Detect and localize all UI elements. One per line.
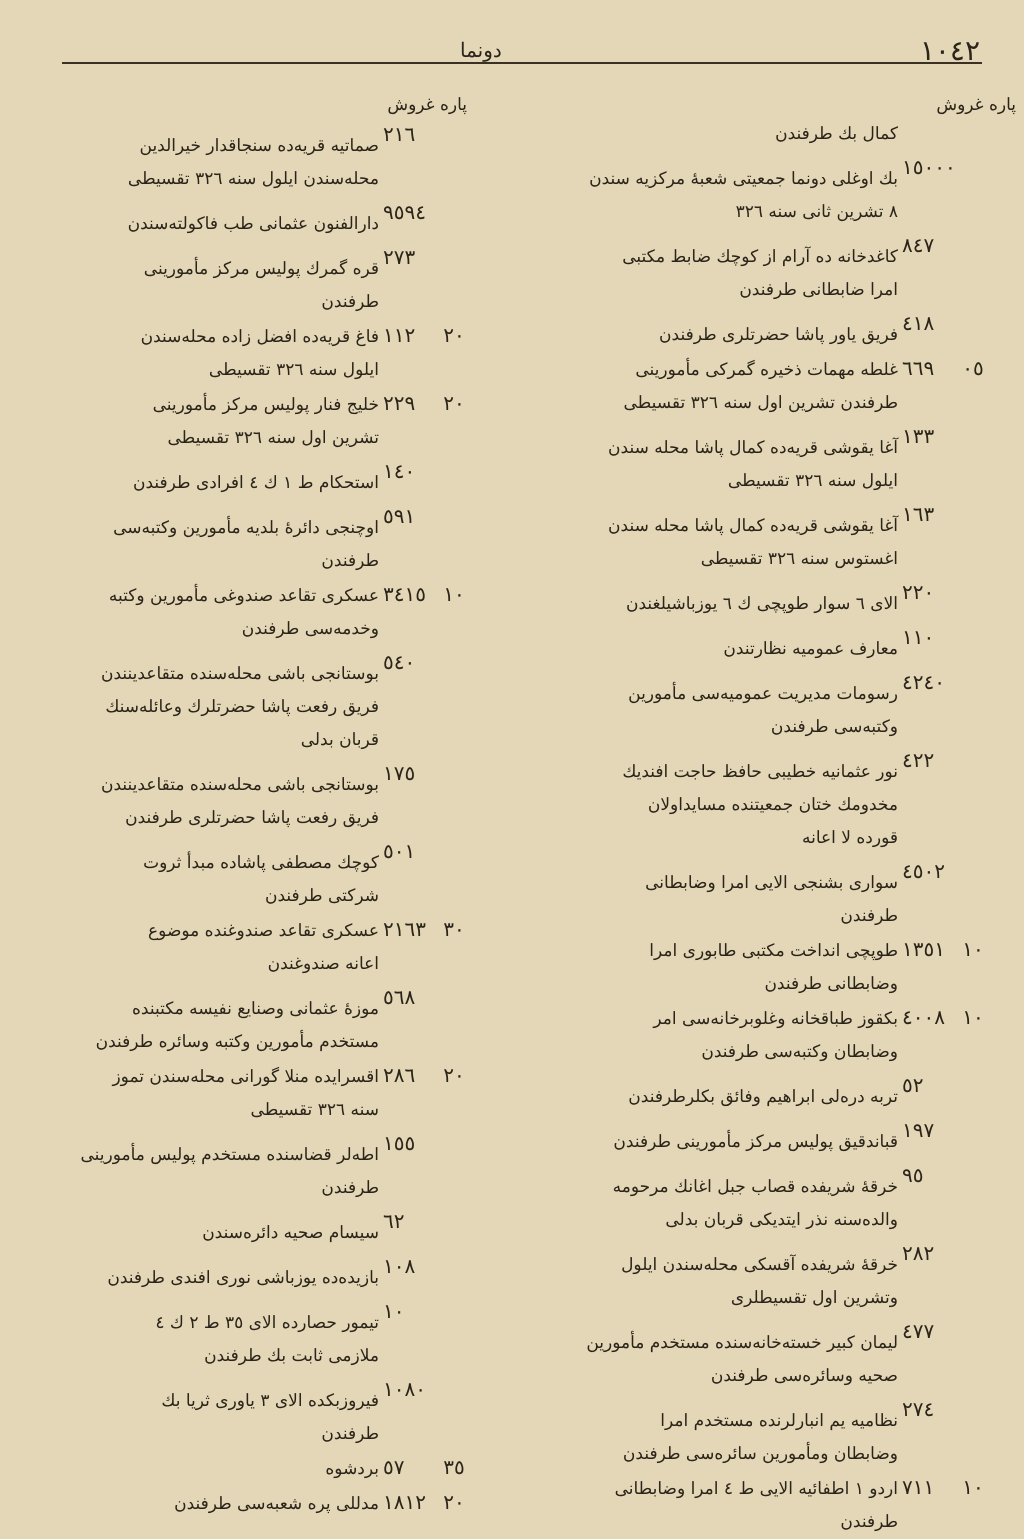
description-line: وكتبه‌سی طرفندن (770, 717, 898, 737)
entry-description (506, 241, 898, 307)
entry-amount (898, 855, 1016, 888)
amount-para (435, 1250, 473, 1283)
entry-amount (379, 319, 479, 352)
entry-amount (379, 241, 479, 274)
description-line: استحكام ط ١ ك ٤ افرادی طرفندن (132, 473, 379, 493)
entry-amount (379, 578, 479, 611)
amount-para (954, 744, 992, 777)
description-line: تربه دره‌لی ابراهيم وفائق بكلرطرفندن (628, 1087, 898, 1107)
entry-amount (379, 196, 479, 229)
amount-grush: ٢٢٠ (902, 580, 935, 604)
description-line: بوستانجی باشی محله‌سنده متقاعدينندن (101, 664, 379, 684)
amount-grush: ٢١٦ (383, 122, 416, 146)
amount-para (435, 500, 473, 533)
amount-para (954, 1237, 992, 1270)
amount-grush: ٤٠٠٨ (902, 1005, 945, 1029)
amount-grush: ١٤٠ (383, 459, 416, 483)
description-line: سيسام صحيه دائره‌سندن (202, 1223, 379, 1243)
ledger-entry (9, 757, 479, 835)
entry-description (506, 432, 898, 498)
entry-amount (898, 666, 1016, 699)
amount-para: ١٠ (962, 937, 984, 961)
amount-para: ٣٠ (443, 917, 465, 941)
entry-description (9, 1139, 379, 1205)
ledger-entry (506, 1315, 1016, 1393)
entry-description (9, 321, 379, 387)
amount-grush: ١٣٥١ (902, 937, 945, 961)
description-line: بازيده‌ده يوزباشی نوری افندی طرفندن (107, 1268, 379, 1288)
description-line: اردو ١ اطفائيه الايی ط ٤ امرا وضابطانی (614, 1479, 898, 1499)
amount-para: ٢٠ (443, 1490, 465, 1514)
description-line: وضابطان ومأمورين سائره‌سی طرفندن (622, 1444, 898, 1464)
ledger-entry (9, 500, 479, 578)
description-line: طرفندن تشرين اول سنه ٣٢٦ تقسيطی (623, 393, 898, 413)
ledger-entry (9, 646, 479, 757)
entry-amount (898, 1069, 1016, 1102)
ledger-entry (506, 307, 1016, 352)
amount-para: ٢٠ (443, 1063, 465, 1087)
ledger-entry (9, 578, 479, 646)
description-line: كوچك مصطفی پاشاده مبدأ ثروت (143, 853, 379, 873)
description-line: اغستوس سنه ٣٢٦ تقسيطی (700, 549, 898, 569)
ledger-entry (506, 666, 1016, 744)
amount-grush: ١٥٥ (383, 1131, 416, 1155)
entry-amount (379, 835, 479, 868)
ledger-entry (506, 576, 1016, 621)
amount-para (435, 835, 473, 868)
amount-para: ١٠ (962, 1005, 984, 1029)
description-line: آغا يقوشی قريه‌ده كمال پاشا محله سندن (608, 438, 898, 458)
description-line: طرفندن (321, 1178, 379, 1198)
amount-para: ٢٠ (443, 323, 465, 347)
entry-amount (898, 1237, 1016, 1270)
entry-amount (898, 1001, 1016, 1034)
entry-amount (898, 1471, 1016, 1504)
entry-description (9, 389, 379, 455)
description-line: طرفندن (321, 292, 379, 312)
ledger-entry (9, 196, 479, 241)
entry-description (506, 354, 898, 420)
entry-description (506, 1473, 898, 1539)
description-line: وتشرين اول تقسيطلری (730, 1288, 898, 1308)
description-line: صحيه وسائره‌سی طرفندن (710, 1366, 898, 1386)
description-line: طرفندن (321, 551, 379, 571)
description-line: دارالفنون عثمانی طب فاكولته‌سندن (127, 214, 379, 234)
entry-description (9, 1217, 379, 1250)
entry-amount (379, 1373, 479, 1406)
entry-description (506, 1249, 898, 1315)
amount-grush: ٩٥ (902, 1163, 924, 1187)
entry-description (9, 847, 379, 913)
amount-grush: ١٠٨ (383, 1254, 416, 1278)
amount-grush: ٥٦٨ (383, 985, 416, 1009)
entry-description (506, 319, 898, 352)
entry-description (506, 118, 898, 151)
entry-amount (898, 352, 1016, 385)
amount-grush: ٤١٨ (902, 311, 935, 335)
description-line: خرقهٔ شريفده آقسكی محله‌سندن ايلول (621, 1255, 898, 1275)
description-line: بك اوغلی دونما جمعيتی شعبهٔ مركزيه سندن (589, 169, 898, 189)
entry-amount (379, 1295, 479, 1328)
entry-amount (379, 1250, 479, 1283)
description-line: تيمور حصارده الای ٣٥ ط ٢ ك ٤ (155, 1313, 379, 1333)
description-line: وخدمه‌سی طرفندن (241, 619, 379, 639)
entry-description (9, 915, 379, 981)
description-line: فريق رفعت پاشا حضرتلری طرفندن (125, 808, 379, 828)
ledger-entry (9, 118, 479, 196)
description-line: قربان بدلی (300, 730, 379, 750)
entry-amount (898, 498, 1016, 531)
entry-amount (379, 1127, 479, 1160)
amount-para (435, 981, 473, 1014)
description-line: اوچنجی دائرهٔ بلديه مأمورين وكتبه‌سی (113, 518, 379, 538)
entry-amount (379, 387, 479, 420)
amount-grush: ١٦٣ (902, 502, 935, 526)
amount-grush: ٣٤١٥ (383, 582, 426, 606)
entry-description (9, 658, 379, 757)
amount-para (954, 621, 992, 654)
amount-para: ١٠ (443, 582, 465, 606)
amount-grush: ٦٦٩ (902, 356, 935, 380)
ledger-entry (9, 981, 479, 1059)
description-line: طرفندن (840, 1512, 898, 1532)
page-header (60, 34, 980, 74)
amount-grush: ٢٨٦ (383, 1063, 416, 1087)
amount-grush: ١٥٠٠٠ (902, 155, 956, 179)
amount-grush: ٥٩١ (383, 504, 416, 528)
amount-para (954, 307, 992, 340)
description-line: سنه ٣٢٦ تقسيطی (250, 1100, 379, 1120)
entry-description (9, 1307, 379, 1373)
header-rule (62, 62, 982, 64)
entry-amount (898, 933, 1016, 966)
amount-para (435, 1205, 473, 1238)
left-column (9, 92, 479, 1521)
description-line: سواری بشنجی الايی امرا وضابطانی (645, 873, 898, 893)
description-line: وضابطان وكتبه‌سی طرفندن (701, 1042, 898, 1062)
ledger-entry (506, 621, 1016, 666)
ledger-entry (9, 1295, 479, 1373)
entry-description (506, 1126, 898, 1159)
amount-grush: ٩٥٩٤ (383, 200, 426, 224)
amount-para (954, 498, 992, 531)
entry-description (506, 588, 898, 621)
description-line: قورده لا اعانه (802, 828, 898, 848)
ledger-entry (506, 1001, 1016, 1069)
amount-para (954, 1159, 992, 1192)
amount-grush: ٤٧٧ (902, 1319, 935, 1343)
entry-amount (898, 1114, 1016, 1147)
amount-para: ١٠ (962, 1475, 984, 1499)
amount-grush: ٢٧٣ (383, 245, 416, 269)
entry-amount (379, 646, 479, 679)
amount-grush: ٥٧ (383, 1455, 405, 1479)
amount-grush: ١٠ (383, 1299, 405, 1323)
amount-para (435, 1127, 473, 1160)
entry-amount (898, 1159, 1016, 1192)
amount-para (954, 229, 992, 262)
column-heading: پاره غروش (936, 95, 1016, 115)
amount-para: ٣٥ (443, 1455, 465, 1479)
description-line: فريق ياور پاشا حضرتلری طرفندن (659, 325, 898, 345)
description-line: فيروزبكده الای ٣ ياوری ثريا بك (161, 1391, 379, 1411)
ledger-entry (506, 744, 1016, 855)
entry-description (9, 993, 379, 1059)
entry-amount (379, 455, 479, 488)
entry-description (9, 467, 379, 500)
entry-amount (379, 913, 479, 946)
entry-amount (898, 576, 1016, 609)
amount-para (435, 1295, 473, 1328)
description-line: مدللی پره شعبه‌سی طرفندن (174, 1494, 379, 1514)
ledger-entry (9, 1059, 479, 1127)
entry-amount (898, 420, 1016, 453)
entry-description (9, 130, 379, 196)
entry-amount (379, 500, 479, 533)
description-line: امرا ضابطانی طرفندن (739, 280, 898, 300)
description-line: كمال بك طرفندن (775, 124, 898, 144)
description-line: رسومات مديريت عموميه‌سی مأمورين (628, 684, 898, 704)
entry-amount (379, 1205, 479, 1238)
description-line: طرفندن (321, 1424, 379, 1444)
description-line: شركتی طرفندن (265, 886, 379, 906)
amount-grush: ٥٤٠ (383, 650, 416, 674)
ledger-entry (506, 151, 1016, 229)
entry-description (9, 208, 379, 241)
ledger-entry (506, 933, 1016, 1001)
ledger-entry (506, 1393, 1016, 1471)
amount-grush: ٢٨٢ (902, 1241, 935, 1265)
amount-grush: ٧١١ (902, 1475, 935, 1499)
description-line: نور عثمانيه خطيبی حافظ حاجت افنديك (622, 762, 898, 782)
entry-amount (898, 151, 1016, 184)
ledger-entry (9, 1127, 479, 1205)
amount-para (954, 576, 992, 609)
amount-para (435, 196, 473, 229)
description-line: معارف عموميه نظارتندن (723, 639, 898, 659)
amount-para (435, 1373, 473, 1406)
entry-description (9, 253, 379, 319)
amount-para (954, 1114, 992, 1147)
entry-description (506, 1081, 898, 1114)
ledger-entry (9, 835, 479, 913)
description-line: ملازمی ثابت بك طرفندن (204, 1346, 379, 1366)
description-line: قره گمرك پوليس مركز مأمورينی (143, 259, 379, 279)
entry-description (506, 678, 898, 744)
entry-description (9, 580, 379, 646)
description-line: كاغدخانه ده آرام از كوچك ضابط مكتبی (622, 247, 898, 267)
description-line: اقسرايده منلا گورانی محله‌سندن تموز (112, 1067, 379, 1087)
amount-grush: ٥٠١ (383, 839, 416, 863)
description-line: اعانه صندوغندن (267, 954, 379, 974)
entry-amount (898, 229, 1016, 262)
description-line: تشرين اول سنه ٣٢٦ تقسيطی (167, 428, 379, 448)
entry-description (506, 935, 898, 1001)
entry-amount (379, 118, 479, 151)
ledger-entry (506, 1237, 1016, 1315)
ledger-entry (506, 229, 1016, 307)
ledger-entry (9, 1486, 479, 1521)
description-line: مستخدم مأمورين وكتبه وسائره طرفندن (95, 1032, 379, 1052)
amount-para (954, 666, 992, 699)
description-line: خرقهٔ شريفده قصاب جبل اغانك مرحومه (612, 1177, 898, 1197)
amount-para (435, 455, 473, 488)
description-line: وضابطانی طرفندن (764, 974, 898, 994)
description-line: ايلول سنه ٣٢٦ تقسيطی (727, 471, 898, 491)
ledger-entry (9, 319, 479, 387)
entry-description (9, 1061, 379, 1127)
ledger-entry (506, 118, 1016, 151)
ledger-entry (9, 1373, 479, 1451)
description-line: ٨ تشرين ثانی سنه ٣٢٦ (735, 202, 898, 222)
ledger-entry (9, 1451, 479, 1486)
ledger-entry (9, 455, 479, 500)
description-line: قباندقيق پوليس مركز مأمورينی طرفندن (613, 1132, 898, 1152)
ledger-entry (506, 420, 1016, 498)
amount-para (954, 1069, 992, 1102)
amount-para (954, 1393, 992, 1426)
description-line: طوپچی انداخت مكتبی طابوری امرا (649, 941, 898, 961)
ledger-entry (506, 855, 1016, 933)
ledger-entry (9, 1205, 479, 1250)
amount-grush: ١١٠ (902, 625, 935, 649)
amount-para (956, 151, 994, 184)
amount-grush: ١٧٥ (383, 761, 416, 785)
entry-amount (379, 757, 479, 790)
entry-description (506, 1171, 898, 1237)
entry-description (506, 510, 898, 576)
amount-grush: ٢٢٩ (383, 391, 416, 415)
description-line: فريق رفعت پاشا حضرتلرك وعائله‌سنك (105, 697, 379, 717)
entry-description (9, 1385, 379, 1451)
entry-amount (898, 621, 1016, 654)
entry-description (9, 512, 379, 578)
running-title: دونما (460, 38, 502, 62)
description-line: بكقوز طباقخانه وغلوبرخانه‌سی امر (653, 1009, 898, 1029)
ledger-entry (506, 1114, 1016, 1159)
amount-grush: ٢١٦٣ (383, 917, 426, 941)
entry-amount (379, 1059, 479, 1092)
entry-description (506, 633, 898, 666)
description-line: نظاميه يم انبارلرنده مستخدم امرا (660, 1411, 898, 1431)
description-line: بوستانجی باشی محله‌سنده متقاعدينندن (101, 775, 379, 795)
ledger-entry (506, 1471, 1016, 1539)
ledger-entry (9, 387, 479, 455)
column-heading: پاره غروش (387, 95, 467, 115)
amount-grush: ٤٢٢ (902, 748, 935, 772)
entry-description (506, 867, 898, 933)
amount-para: ٠٥ (962, 356, 984, 380)
amount-para (435, 757, 473, 790)
entry-description (9, 769, 379, 835)
amount-grush: ١٩٧ (902, 1118, 935, 1142)
amount-grush: ٥٢ (902, 1073, 924, 1097)
description-line: والده‌سنه نذر ايتديكی قربان بدلی (665, 1210, 898, 1230)
ledger-entry (9, 1250, 479, 1295)
page-number: ١٠٤٢ (919, 34, 980, 67)
right-column (506, 92, 1016, 1539)
entry-amount (379, 1486, 479, 1519)
entry-description (506, 756, 898, 855)
amount-para (435, 118, 473, 151)
entry-amount (898, 1315, 1016, 1348)
amount-grush: ٤٥٠٢ (902, 859, 945, 883)
description-line: صماتيه قريه‌ده سنجاقدار خيرالدين (139, 136, 379, 156)
amount-grush: ٤٢٤٠ (902, 670, 945, 694)
entry-description (9, 1453, 379, 1486)
amount-para (435, 241, 473, 274)
amount-grush: ٨٤٧ (902, 233, 935, 257)
description-line: عسكری تقاعد صندوغنده موضوع (148, 921, 379, 941)
entry-description (506, 1405, 898, 1471)
description-line: موزهٔ عثمانی وصنايع نفيسه مكتبنده (132, 999, 379, 1019)
amount-grush: ١١٢ (383, 323, 416, 347)
amount-para (954, 420, 992, 453)
description-line: فاغ قريه‌ده افضل زاده محله‌سندن (140, 327, 379, 347)
entry-amount (898, 744, 1016, 777)
description-line: ايلول سنه ٣٢٦ تقسيطی (208, 360, 379, 380)
description-line: بردشوه (325, 1459, 379, 1479)
description-line: طرفندن (840, 906, 898, 926)
amount-grush: ١٨١٢ (383, 1490, 426, 1514)
ledger-entry (506, 1069, 1016, 1114)
description-line: مخدومك ختان جمعيتنده مسايداولان (647, 795, 898, 815)
description-line: ليمان كبير خسته‌خانه‌سنده مستخدم مأمورين (586, 1333, 898, 1353)
amount-grush: ١٠٨٠ (383, 1377, 426, 1401)
ledger-entry (506, 352, 1016, 420)
amount-para (435, 646, 473, 679)
entry-description (506, 1003, 898, 1069)
description-line: اطه‌لر قضاسنده مستخدم پوليس مأمورينی (80, 1145, 379, 1165)
entry-amount (898, 1393, 1016, 1426)
entry-description (9, 1488, 379, 1521)
amount-grush: ٦٢ (383, 1209, 405, 1233)
amount-para (954, 855, 992, 888)
ledger-entry (9, 913, 479, 981)
ledger-entry (506, 1159, 1016, 1237)
amount-grush: ٢٧٤ (902, 1397, 935, 1421)
entry-description (506, 1327, 898, 1393)
description-line: عسكری تقاعد صندوغی مأمورين وكتبه (108, 586, 379, 606)
entry-amount (379, 981, 479, 1014)
amount-grush: ١٣٣ (902, 424, 935, 448)
amount-para (954, 1315, 992, 1348)
ledger-entry (506, 498, 1016, 576)
entry-amount (898, 307, 1016, 340)
description-line: الای ٦ سوار طوپچی ك ٦ يوزباشيلغندن (626, 594, 898, 614)
description-line: محله‌سندن ايلول سنه ٣٢٦ تقسيطی (127, 169, 379, 189)
amount-para: ٢٠ (443, 391, 465, 415)
description-line: غلطه مهمات ذخيره گمرکی مأمورينی (635, 360, 898, 380)
description-line: آغا يقوشی قريه‌ده كمال پاشا محله سندن (608, 516, 898, 536)
ledger-entry (9, 241, 479, 319)
entry-amount (379, 1451, 479, 1484)
description-line: خليج فنار پوليس مركز مأمورينی (152, 395, 379, 415)
entry-description (9, 1262, 379, 1295)
entry-description (506, 163, 898, 229)
